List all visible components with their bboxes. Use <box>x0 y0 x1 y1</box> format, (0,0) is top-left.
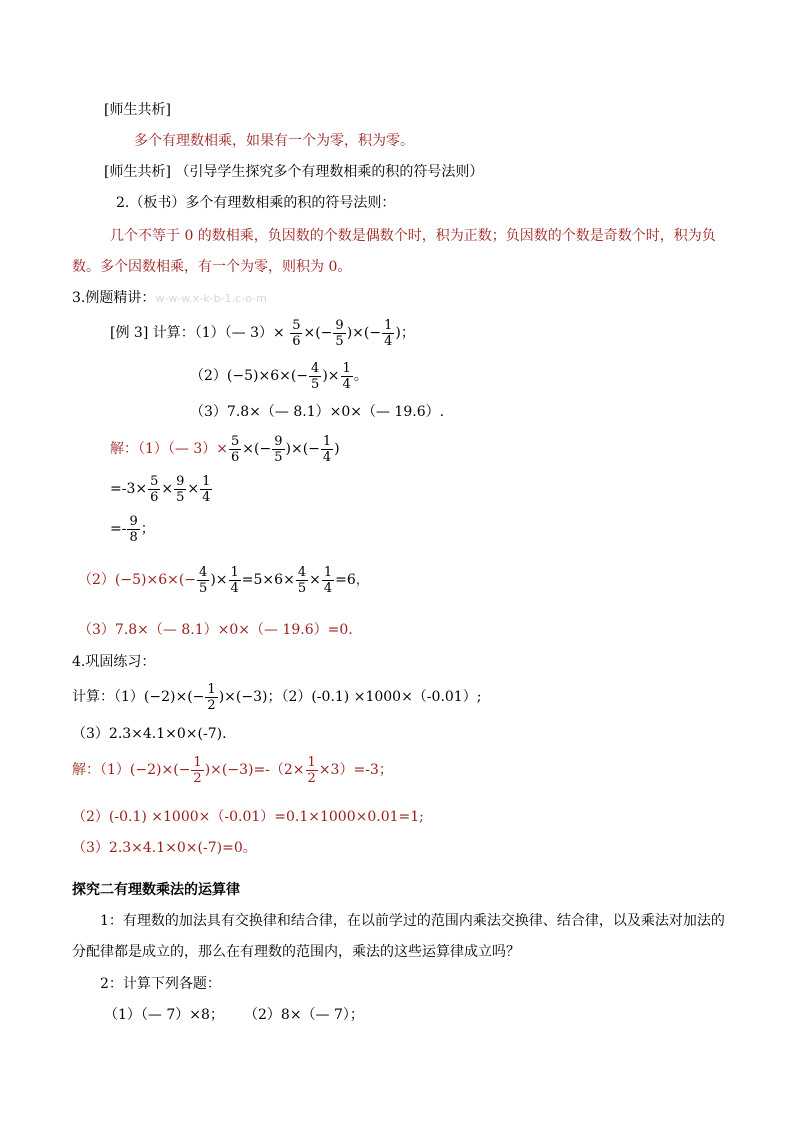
fraction: $\frac{1}{2}$ <box>307 754 316 786</box>
fraction: $\frac{1}{4}$ <box>230 564 239 596</box>
explore-2-task: 2：计算下列各题： <box>100 976 221 992</box>
example-3-item-2: （2）(−5)×6×(− $\frac{4}{5}$ )× $\frac{1}{4}$ 。 <box>190 360 368 392</box>
fraction: $\frac{5}{6}$ <box>231 433 240 465</box>
fraction: $\frac{9}{5}$ <box>274 433 283 465</box>
watermark: w-w-w.x-k-b-1.c-o-m <box>155 292 267 305</box>
explore-2-para-2: 分配律都是成立的，那么在有理数的范围内，乘法的这些运算律成立吗？ <box>72 944 520 960</box>
fraction: $\frac{9}{5}$ <box>335 317 344 349</box>
example-heading <box>72 288 267 309</box>
sign-rule-text-2: 数。多个因数相乘，有一个为零，则积为 0。 <box>72 259 352 275</box>
practice-solution-1: 解：（1）(−2)×(− $\frac{1}{2}$ )×(−3)=-（2× $\frac{1}{2}$ ×3）=-3； <box>72 754 393 786</box>
expr-text: [例 3] 计算：（1）（— 3）× <box>110 325 285 341</box>
example-heading-text: 3.例题精讲： <box>72 290 156 306</box>
fraction: $\frac{9}{5}$ <box>176 473 185 505</box>
solution-1-line-1: 解：（1）（— 3）× $\frac{5}{6}$ ×(− $\frac{9}{5}$ )×(− $\frac{1}{4}$ ) <box>110 433 340 465</box>
practice-solution-2: （2）(-0.1) ×1000×（-0.01）=0.1×1000×0.01=1; <box>72 809 424 825</box>
explore-2-item-2: （2）8×（— 7）； <box>244 1007 364 1023</box>
practice-question-3: （3）2.3×4.1×0×(-7). <box>72 726 227 742</box>
fraction: $\frac{1}{4}$ <box>322 433 332 465</box>
example-3-item-1: [例 3] 计算：（1）（— 3）× $\frac{5}{6}$ ×(− $\frac{9}{5}$ )×(− $\frac{1}{4}$ )； <box>110 317 415 349</box>
solution-3: （3）7.8×（— 8.1）×0×（— 19.6）=0. <box>78 622 353 638</box>
solution-2: （2）(−5)×6×(− $\frac{4}{5}$ )× $\frac{1}{4}$ =5×6× $\frac{4}{5}$ × $\frac{1}{4}$ =6， <box>78 564 370 596</box>
sign-rule-text-1: 几个不等于 0 的数相乘，负因数的个数是偶数个时，积为正数；负因数的个数是奇数个时，积为负 <box>110 228 716 244</box>
fraction: $\frac{9}{8}$ <box>129 513 138 545</box>
practice-question-1-2: 计算：（1）(−2)×(− $\frac{1}{2}$ )×(−3)；（2）(-0.1) ×1000×（-0.01）; <box>72 681 482 713</box>
fraction: $\frac{1}{4}$ <box>342 360 351 392</box>
section-label: [师生共析] <box>104 102 171 118</box>
fraction: $\frac{1}{2}$ <box>193 754 202 786</box>
fraction: $\frac{1}{4}$ <box>323 564 333 596</box>
solution-label: 解： <box>110 441 138 457</box>
section-label-sign-rule: [师生共析] （引导学生探究多个有理数相乘的积的符号法则） <box>104 164 484 180</box>
explore-2-item-1: （1）（— 7）×8； <box>104 1007 224 1023</box>
section-heading-explore-2: 探究二有理数乘法的运算律 <box>72 882 240 898</box>
fraction: $\frac{1}{4}$ <box>202 473 211 505</box>
solution-1-result: =- $\frac{9}{8}$ ； <box>110 513 155 545</box>
fraction: $\frac{4}{5}$ <box>199 564 208 596</box>
solution-label: 解： <box>72 762 100 778</box>
explore-2-para-1: 1：有理数的加法具有交换律和结合律，在以前学过的范围内乘法交换律、结合律，以及乘法对加法的 <box>100 913 725 929</box>
rule-zero-product: 多个有理数相乘，如果有一个为零，积为零。 <box>134 133 414 149</box>
fraction: $\frac{1}{4}$ <box>384 317 393 349</box>
fraction: $\frac{4}{5}$ <box>311 360 320 392</box>
solution-1-line-2: =-3× $\frac{5}{6}$ × $\frac{9}{5}$ × $\frac{1}{4}$ <box>110 473 211 505</box>
fraction: $\frac{1}{2}$ <box>207 681 216 713</box>
fraction: $\frac{5}{6}$ <box>150 473 159 505</box>
board-heading: 2.（板书）多个有理数相乘的积的符号法则： <box>116 195 396 211</box>
practice-heading: 4.巩固练习： <box>72 654 156 670</box>
fraction: $\frac{4}{5}$ <box>297 564 307 596</box>
example-3-item-3: （3）7.8×（— 8.1）×0×（— 19.6）. <box>190 404 445 420</box>
fraction: $\frac{5}{6}$ <box>292 317 301 349</box>
practice-solution-3: （3）2.3×4.1×0×(-7)=0。 <box>72 840 257 856</box>
